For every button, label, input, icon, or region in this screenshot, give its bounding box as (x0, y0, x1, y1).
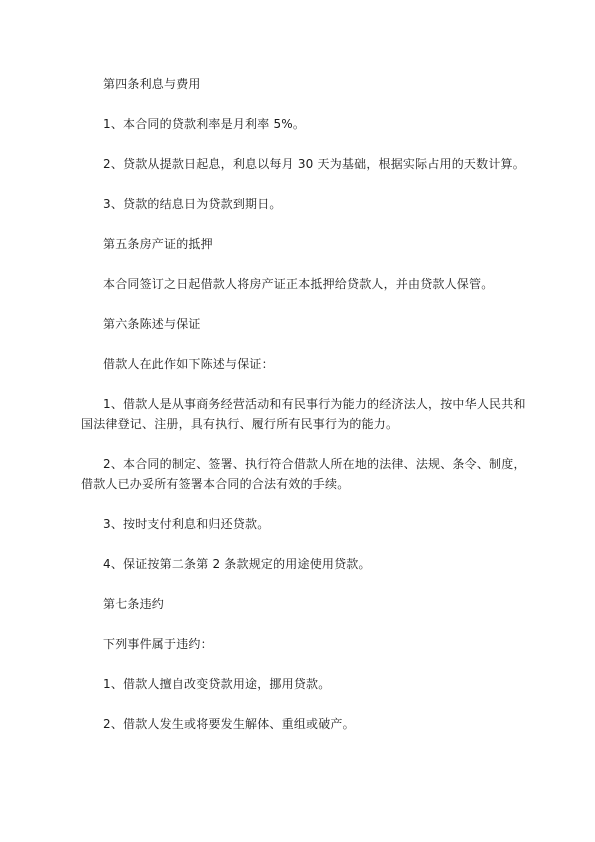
article-7-intro: 下列事件属于违约： (103, 637, 213, 651)
article-4-heading: 第四条利息与费用 (103, 77, 201, 91)
article-5-paragraph: 本合同签订之日起借款人将房产证正本抵押给贷款人，并由贷款人保管。 (103, 277, 494, 291)
article-7-item-2: 2、借款人发生或将要发生解体、重组或破产。 (103, 717, 355, 731)
article-6-item-1-line-1: 1、借款人是从事商务经营活动和有民事行为能力的经济法人，按中华人民共和 (103, 397, 526, 411)
article-6-item-4: 4、保证按第二条第 2 条款规定的用途使用贷款。 (103, 557, 371, 571)
article-6-item-2-line-2: 借款人已办妥所有签署本合同的合法有效的手续。 (81, 477, 350, 491)
article-4-item-2: 2、贷款从提款日起息，利息以每月 30 天为基础，根据实际占用的天数计算。 (103, 157, 525, 171)
article-7-item-1: 1、借款人擅自改变贷款用途，挪用贷款。 (103, 677, 331, 691)
article-6-item-2-line-1: 2、本合同的制定、签署、执行符合借款人所在地的法律、法规、条令、制度， (103, 457, 526, 471)
article-6-intro: 借款人在此作如下陈述与保证： (103, 357, 274, 371)
article-6-item-1-line-2: 国法律登记、注册，具有执行、履行所有民事行为的能力。 (81, 417, 399, 431)
article-5-heading: 第五条房产证的抵押 (103, 237, 213, 251)
article-6-heading: 第六条陈述与保证 (103, 317, 201, 331)
article-4-item-3: 3、贷款的结息日为贷款到期日。 (103, 197, 282, 211)
article-4-item-1: 1、本合同的贷款利率是月利率 5%。 (103, 117, 306, 131)
article-6-item-3: 3、按时支付利息和归还贷款。 (103, 517, 270, 531)
article-7-heading: 第七条违约 (103, 597, 165, 611)
